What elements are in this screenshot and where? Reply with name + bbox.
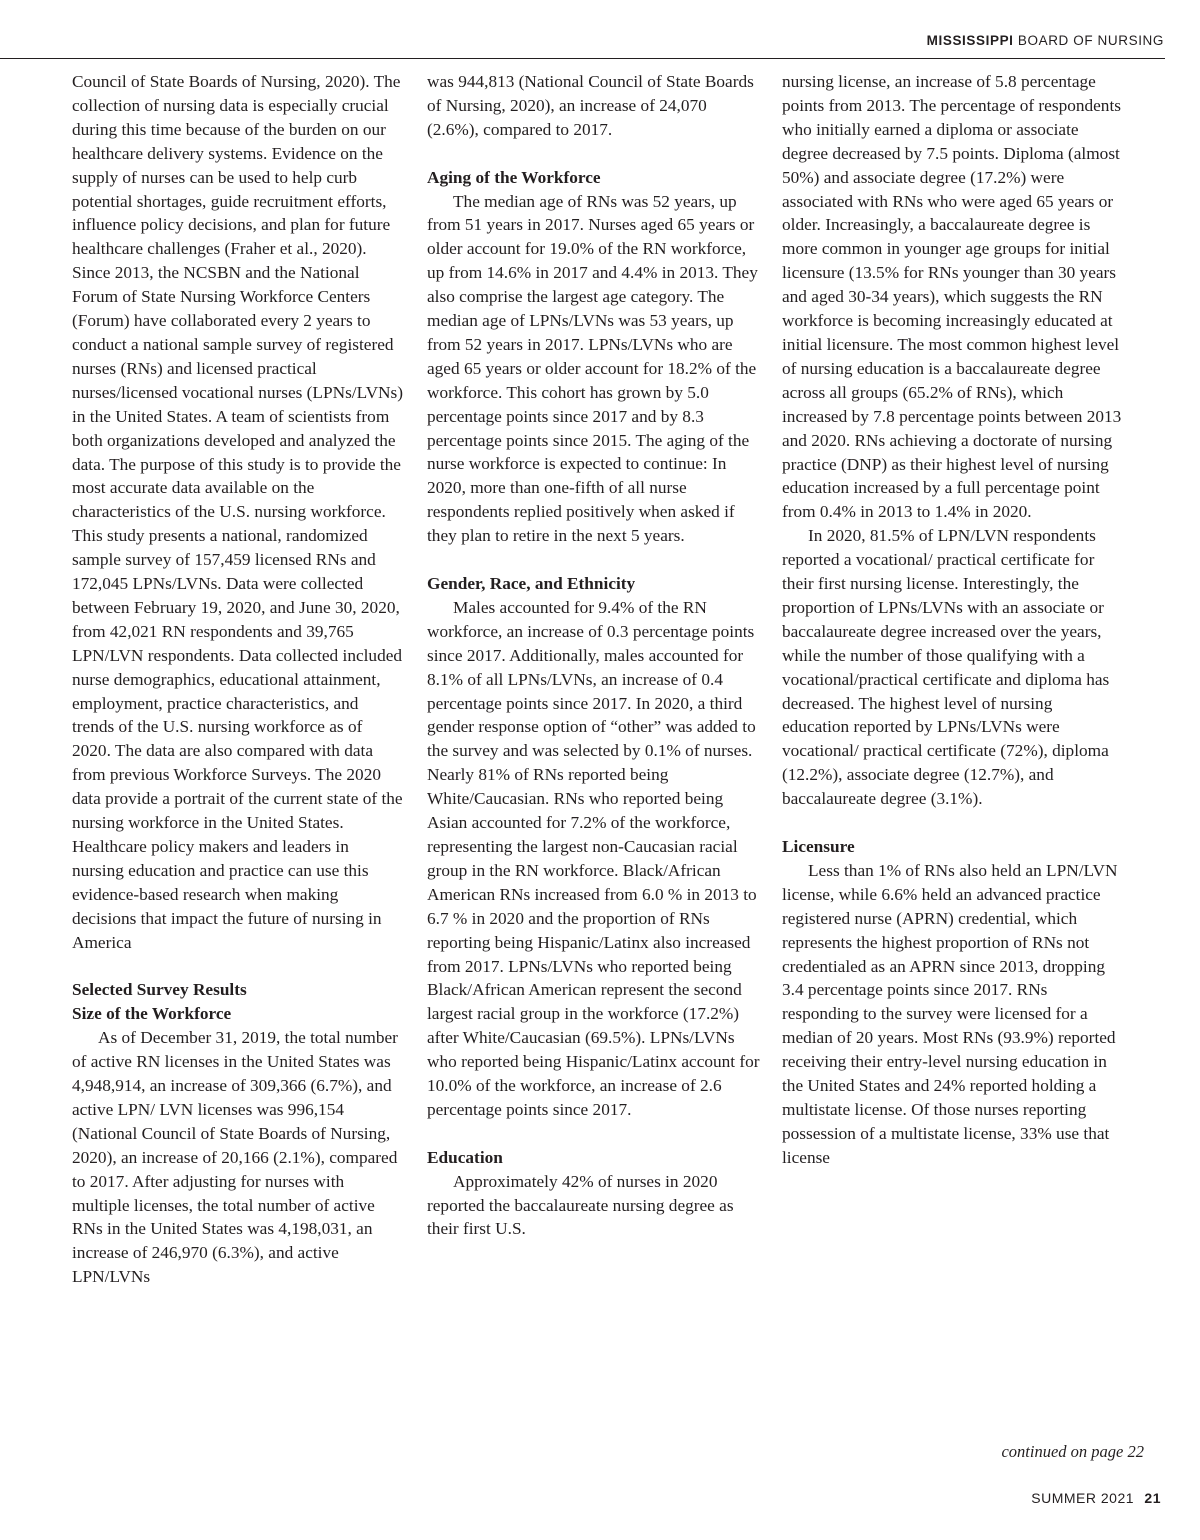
heading-gender-race: Gender, Race, and Ethnicity <box>427 574 636 593</box>
heading-selected-results: Selected Survey Results <box>72 980 247 1000</box>
gender-paragraph: Males accounted for 9.4% of the RN workforce, an increase of 0.3 percentage points since 2017. Additionally, males accounted for 8.1% of all LPNs/LVNs, an increase of 0.4 percentage points since 2017. In 2020, a third gender response option of “other” was added to the survey and was selected by 0.1% of nurses. Nearly 81% of RNs reported being White/Caucasian. RNs who reported being Asian accounted for 7.2% of the workforce, representing the largest non-Caucasian racial group in the RN workforce. Black/African American RNs increased from 6.0 % in 2013 to 6.7 % in 2020 and the proportion of RNs reporting being Hispanic/Latinx also increased from 2017. LPNs/LVNs who reported being Black/African American represent the second largest racial group in the workforce (17.2%) after White/Caucasian (69.5%). LPNs/LVNs who reported being Hispanic/Latinx account for 10.0% of the workforce, an increase of 2.6 percentage points since 2017. <box>427 597 760 1119</box>
heading-size-of-workforce: Size of the Workforce <box>72 1004 232 1024</box>
header-brand: MISSISSIPPI <box>926 33 1014 48</box>
aging-paragraph: The median age of RNs was 52 years, up from 51 years in 2017. Nurses aged 65 years or older account for 19.0% of the RN workforce, up from 14.6% in 2017 and 4.4% in 2013. They also comprise the largest age category. The median age of LPNs/LVNs was 53 years, up from 52 years in 2017. LPNs/LVNs who are aged 65 years or older account for 18.2% of the workforce. This cohort has grown by 5.0 percentage points since 2017 and by 8.3 percentage points since 2015. The aging of the nurse workforce is expected to continue: In 2020, more than one-fifth of all nurse respondents replied positively when asked if they plan to retire in the next 5 years. <box>427 191 758 546</box>
header-rule <box>0 58 1165 59</box>
heading-education: Education <box>427 1147 503 1167</box>
column-1 <box>72 70 404 1289</box>
continued-note: continued on page 22 <box>1001 1442 1144 1461</box>
heading-aging: Aging of the Workforce <box>427 167 601 187</box>
header-section: BOARD OF NURSING <box>1017 33 1164 48</box>
issue-label: SUMMER 2021 <box>1031 1490 1135 1506</box>
size-continued-paragraph: was 944,813 (National Council of State Boards of Nursing, 2020), an increase of 24,070 (2.6%), compared to 2017. <box>427 72 754 139</box>
education-paragraph: Approximately 42% of nurses in 2020 reported the baccalaureate nursing degree as their first U.S. <box>427 1171 734 1239</box>
lpn-education-paragraph: In 2020, 81.5% of LPN/LVN respondents reported a vocational/ practical certificate for their first nursing license. Interestingly, the proportion of LPNs/LVNs with an associate or baccalaureate degree increased over the years, while the number of those qualifying with a vocational/practical certificate and diploma has decreased. The highest level of nursing education reported by LPNs/LVNs were vocational/ practical certificate (72%), diploma (12.2%), associate degree (12.7%), and baccalaureate degree (3.1%). <box>782 526 1110 809</box>
licensure-paragraph: Less than 1% of RNs also held an LPN/LVN license, while 6.6% held an advanced practice registered nurse (APRN) credential, which represents the highest proportion of RNs not credentialed as an APRN since 2013, dropping 3.4 percentage points since 2017. RNs responding to the survey were licensed for a median of 20 years. Most RNs (93.9%) reported receiving their entry-level nursing education in the United States and 24% reported holding a multistate license. Of those nurses reporting possession of a multistate license, 33% use that license <box>782 860 1118 1167</box>
column-3 <box>782 70 1122 1170</box>
page-number: 21 <box>1144 1490 1161 1506</box>
column-2 <box>427 70 761 1241</box>
heading-licensure: Licensure <box>782 836 855 856</box>
page-footer <box>1031 1490 1161 1506</box>
education-continued-paragraph: nursing license, an increase of 5.8 percentage points from 2013. The percentage of respondents who initially earned a diploma or associate degree decreased by 7.5 points. Diploma (almost 50%) and associate degree (17.2%) were associated with RNs who were aged 65 years or older. Increasingly, a baccalaureate degree is more common in younger age groups for initial licensure (13.5% for RNs younger than 30 years and aged 30-34 years), which suggests the RN workforce is becoming increasingly educated at initial licensure. The most common highest level of nursing education is a baccalaureate degree across all groups (65.2% of RNs), which increased by 7.8 percentage points between 2013 and 2020. RNs achieving a doctorate of nursing practice (DNP) as their highest level of nursing education increased by a full percentage point from 0.4% in 2013 to 1.4% in 2020. <box>782 72 1122 522</box>
running-header <box>927 33 1164 48</box>
size-paragraph: As of December 31, 2019, the total number of active RN licenses in the United States was 4,948,914, an increase of 309,366 (6.7%), and active LPN/ LVN licenses was 996,154 (National Council of State Boards of Nursing, 2020), an increase of 20,166 (2.1%), compared to 2017. After adjusting for nurses with multiple licenses, the total number of active RNs in the United States was 4,198,031, an increase of 246,970 (6.3%), and active LPN/LVNs <box>72 1028 398 1287</box>
intro-paragraph: Council of State Boards of Nursing, 2020). The collection of nursing data is especially crucial during this time because of the burden on our healthcare delivery systems. Evidence on the supply of nurses can be used to help curb potential shortages, guide recruitment efforts, influence policy decisions, and plan for future healthcare challenges (Fraher et al., 2020). Since 2013, the NCSBN and the National Forum of State Nursing Workforce Centers (Forum) have collaborated every 2 years to conduct a national sample survey of registered nurses (RNs) and licensed practical nurses/licensed vocational nurses (LPNs/LVNs) in the United States. A team of scientists from both organizations developed and analyzed the data. The purpose of this study is to provide the most accurate data available on the characteristics of the U.S. nursing workforce. This study presents a national, randomized sample survey of 157,459 licensed RNs and 172,045 LPNs/LVNs. Data were collected between February 19, 2020, and June 30, 2020, from 42,021 RN respondents and 39,765 LPN/LVN respondents. Data collected included nurse demographics, educational attainment, employment, practice characteristics, and trends of the U.S. nursing workforce as of 2020. The data are also compared with data from previous Workforce Surveys. The 2020 data provide a portrait of the current state of the nursing workforce in the United States. Healthcare policy makers and leaders in nursing education and practice can use this evidence-based research when making decisions that impact the future of nursing in America <box>72 72 404 952</box>
